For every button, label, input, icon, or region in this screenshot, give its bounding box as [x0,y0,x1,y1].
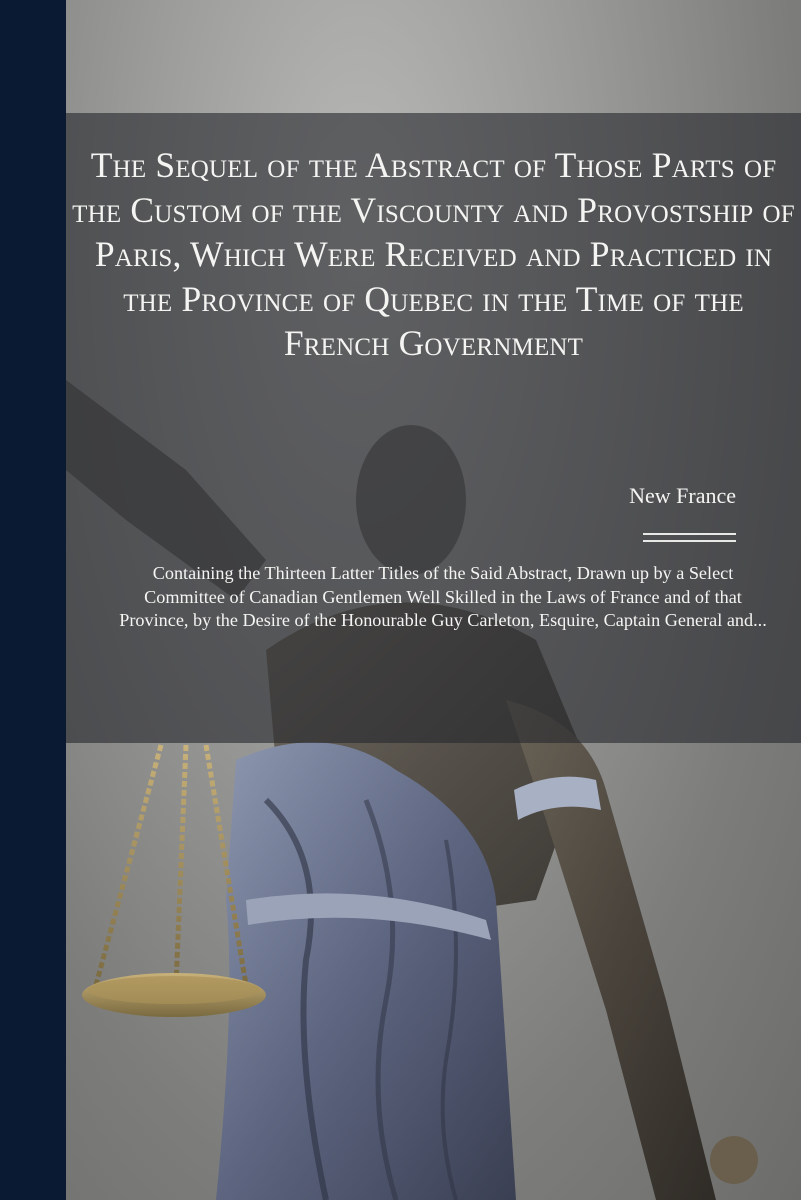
book-title: The Sequel of the Abstract of Those Parts of the Custom of the Viscounty and Provostship of Paris, Which Were Received and Practiced in the Province of Quebec in the Time of the French Government [72,145,795,363]
divider-bottom [643,540,736,542]
book-author: New France [629,483,736,508]
book-subtitle: Containing the Thirteen Latter Titles of the Said Abstract, Drawn up by a Select Committee of Canadian Gentlemen Well Skilled in the Laws of France and of that Province, by the Desire of the Honourable Guy Carleton, Esquire, Captain General and... [119,563,767,631]
divider-top [643,533,736,535]
book-spine [0,0,66,1200]
